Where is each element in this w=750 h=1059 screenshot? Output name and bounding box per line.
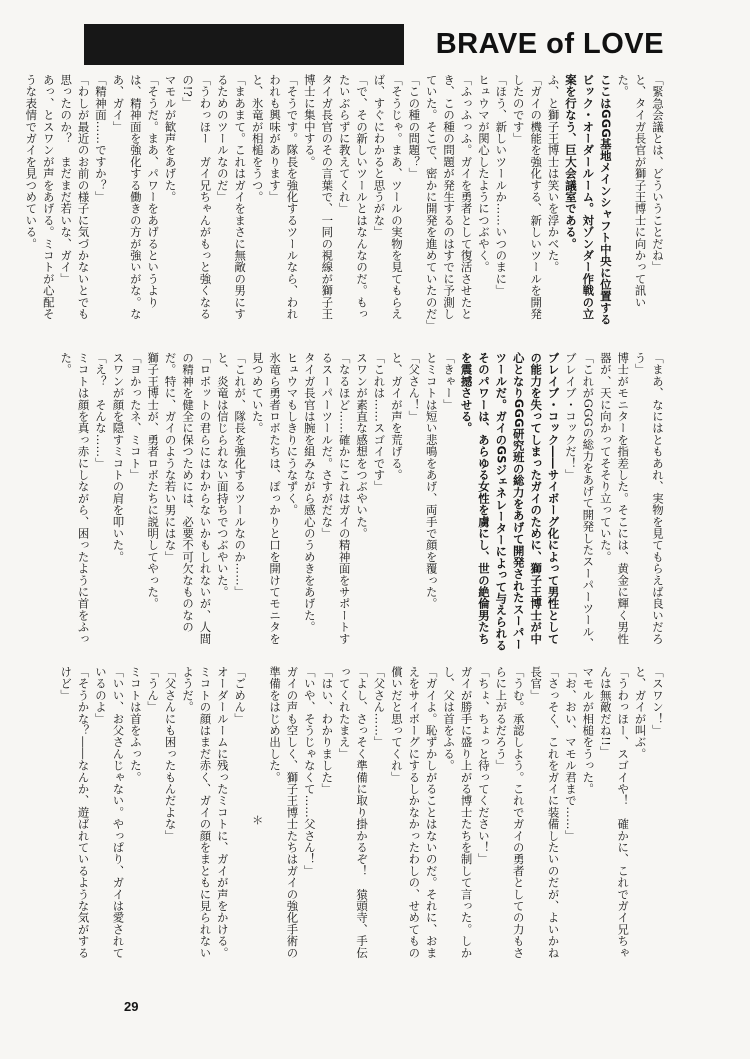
paragraph: 氷竜ら勇者ロボたちは、ぽっかりと口を開けてモニタを見つめていた。 (250, 352, 283, 645)
text-column-band-2 (59, 352, 666, 654)
paragraph: マモルが相槌をうった。 (581, 666, 596, 795)
paragraph: 「これがGGGの総力をあげて開発したスーパーツール、ブレイブ・コックだ！」 (563, 352, 596, 650)
paragraph: 「よし、さっそく準備に取り掛かるぞ！ 猿頭寺、手伝ってくれたまえ」 (337, 666, 370, 959)
paragraph: 「で、その新しいツールとはなんなのだ。もったいぶらずに教えてくれ」 (337, 74, 370, 320)
paragraph: 「まあまて。これはガイをまさに無敵の男にするためのツールなのだ」 (215, 74, 248, 320)
paragraph: 「お、おい、マモル君まで……」 (563, 666, 578, 842)
paragraph: 「父さん……」 (372, 666, 387, 748)
paragraph: 「うわっほー、スゴイや！ 確かに、これでガイ兄ちゃんは無敵だね!!」 (598, 666, 631, 959)
paragraph: と、タイガ長官が獅子王博士に向かって訊いた。 (616, 74, 648, 308)
paragraph: タイガ長官は腕を組みながら感心のうめきをあげた。 (302, 352, 317, 633)
paragraph: 「父さん！」 (407, 352, 422, 423)
paragraph: 「そうかな？――なんか、遊ばれているような気がするけど」 (59, 666, 91, 959)
paragraph: ミコトは顔を真っ赤にしながら、困ったように首をふった。 (59, 352, 91, 645)
paragraph: 「スワン！」 (651, 666, 665, 737)
paragraph: とミコトは短い悲鳴をあげ、両手で顔を覆った。 (424, 352, 439, 610)
paragraph: 「これは……スゴイです」 (372, 352, 387, 493)
paragraph: 「うん」 (146, 666, 161, 713)
paragraph: 「そうです。隊長を強化するツールなら、われわれも興味があります」 (268, 74, 300, 320)
paragraph: 「精神面……ですか？」 (94, 74, 108, 203)
paragraph: 「え？ そんな……」 (94, 352, 108, 469)
paragraph: 「ちょ、ちょっと待ってください！」 (476, 666, 491, 865)
paragraph: 「ふっふっふ。ガイを勇者として復活させたとき、この種の問題が発生するのはすでに予測していた。そこで、密かに開発を進めていたのだ」 (424, 74, 474, 332)
paragraph: 「まあ、なにはともあれ、実物を見てもらえば良いだろう」 (633, 352, 665, 645)
paragraph: 獅子王博士が、勇者ロボたちに説明してやった。 (146, 352, 161, 610)
paragraph: 「なるほど……確かにこれはガイの精神面をサポートするスーパーツールだ。さすがだな」 (320, 352, 352, 645)
paragraph: ガイが勝手に盛り上がる博士たちを制して言った。しかし、父は首をふる。 (442, 666, 474, 959)
paragraph: タイガ長官のその言葉で、一同の視線が獅子王博士に集中する。 (302, 74, 335, 320)
paragraph: ふ、と獅子王博士は笑いを浮かべた。 (546, 74, 561, 273)
title-box (404, 24, 666, 65)
page-number: 29 (124, 999, 139, 1014)
paragraph: マモルが歓声をあげた。 (163, 74, 178, 203)
paragraph: ミコトは首をふった。 (128, 666, 143, 783)
title-banner (84, 24, 666, 65)
paragraph: 「うむ。承認しよう。これでガイの勇者としての力もさらに上がるだろう」 (494, 666, 526, 959)
paragraph: スワンが顔を隠すミコトの肩を叩いた。 (111, 352, 126, 563)
paragraph: 「これが、隊長を強化するツールなのか……」 (233, 352, 248, 598)
paragraph: 博士がモニターを指差した。そこには、黄金に輝く男性器が、天に向かってそそり立っていた。 (598, 352, 631, 645)
paragraph: 「そうじゃ。まあ、ツールの実物を見てもらえば、すぐにわかると思うがな」 (372, 74, 404, 320)
paragraph: 「ロボットの君らにはわからないかもしれないが、人間の精神を健全に保つためには、必要不可欠なものなのだ。特に、ガイのような若い男にはな」 (163, 352, 213, 645)
paragraph: あっ、とスワンが声をあげる。ミコトが心配そうな表情でガイを見つめている。 (24, 74, 56, 320)
paragraph: 「うわっほー ガイ兄ちゃんがもっと強くなるの!?」 (181, 74, 213, 320)
paragraph: 「いい、お父さんじゃない。やっぱり、ガイは愛されているのよ」 (94, 666, 126, 959)
paragraph: と、ガイが叫ぶ。 (633, 666, 648, 760)
paragraph: 「ほう、新しいツールか……いつのまに」 (494, 74, 509, 297)
paragraph: 「いや、そうじゃなくて……父さん！」 (302, 666, 317, 877)
paragraph: ヒュウマが関心したようにつぶやく。 (476, 74, 491, 273)
paragraph: オーダールームに残ったミコトに、ガイが声をかける。ミコトの顔はまだ赤く、ガイの顔をまともに見られないようだ。 (181, 666, 230, 959)
paragraph: スワンが素直な感想をつぶやいた。 (355, 352, 370, 540)
paragraph: 「この種の問題？」 (407, 74, 422, 180)
paragraph: と、炎竜は信じられない面持ちでつぶやいた。 (215, 352, 230, 598)
bold-paragraph: ブレイブ・コック――サイボーグ化によって男性としての能力を失ってしまったガイのために、獅子王博士が中心となりGGG研究班の総力をあげて開発されたスーパーツールだ。ガイのGSジェネレーターによって与えられるそのパワーは、あらゆる女性を虜にし、世の絶倫男たちを震撼させる。 (459, 352, 561, 651)
paragraph: 「はい、わかりました」 (320, 666, 335, 795)
scene-break-asterisk: ＊ (250, 814, 265, 826)
paragraph: と、ガイが声を荒げる。 (389, 352, 404, 481)
paragraph: 「そうだ。まあ、パワーをあげるというよりは、精神面を強化する働きの方が強いがな。なあ、ガイ」 (111, 74, 161, 320)
text-column-band-3 (59, 666, 666, 966)
paragraph: ガイの声も空しく、獅子王博士たちはガイの強化手術の準備をはじめ出した。 (268, 666, 300, 959)
page-title: BRAVE of LOVE (435, 28, 664, 60)
text-column-band-1 (24, 74, 666, 332)
paragraph: と、氷竜が相槌をうつ。 (250, 74, 265, 203)
paragraph: 「ヨかったネ、ミコト」 (128, 352, 143, 481)
paragraph: 「さっそく、これをガイに装備したいのだが、よいかね長官」 (529, 666, 561, 959)
paragraph: 「ガイの機能を強化する、新しいツールを開発したのです」 (511, 74, 544, 320)
paragraph: 「父さんにも困ったもんだよな」 (163, 666, 178, 842)
paragraph: 「緊急会議とは、どういうことだね」 (651, 74, 665, 273)
paragraph: 「わしが最近のお前の様子に気づかないとでも思ったのか？ まだまだ若いな、ガイ」 (59, 74, 91, 320)
bold-paragraph: ここはGGG基地メインシャフト中央に位置するビック・オーダールーム。対ゾンダー作戦の立案を行なう、巨大会議室である。 (563, 74, 613, 326)
paragraph: ヒュウマもしきりにうなずく。 (285, 352, 300, 516)
paragraph: 「ガイよ。恥ずかしがることはないのだ。それに、おまえをサイボーグにするしかなかったわしの、せめてもの償いだと思ってくれ」 (389, 666, 439, 959)
paragraph: 「きゃー」 (442, 352, 457, 411)
paragraph: 「ごめん」 (233, 666, 248, 725)
